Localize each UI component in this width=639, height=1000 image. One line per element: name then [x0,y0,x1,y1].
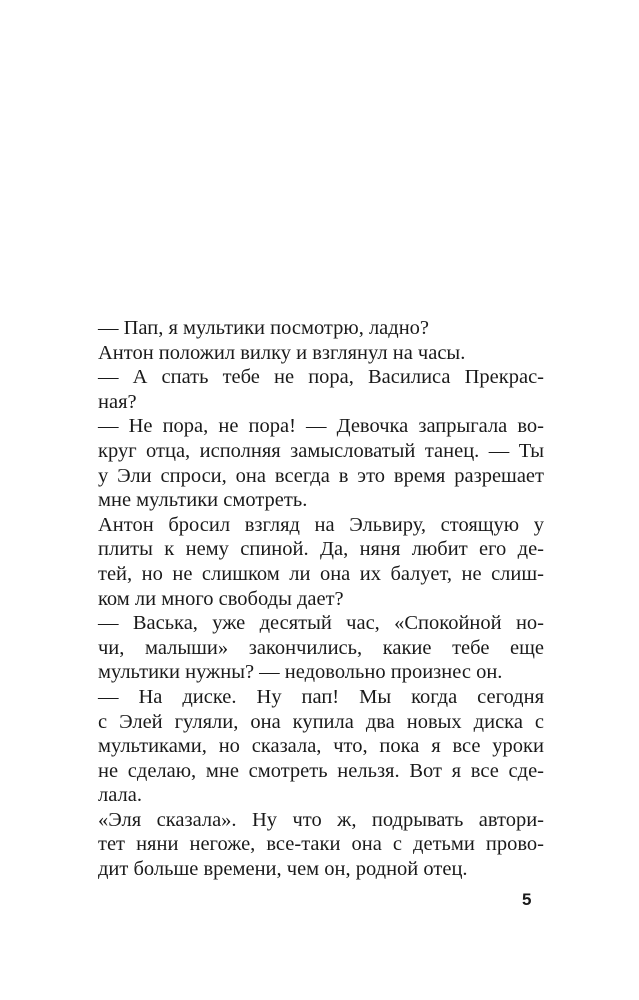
text-line: не сделаю, мне смотреть нельзя. Вот я все сде- [98,759,544,782]
text-line: дит больше времени, чем он, родной отец. [98,858,468,881]
text-line: тей, но не слишком ли она их балует, не слиш- [98,562,544,585]
text-line: ная? [98,390,137,413]
text-line: — Не пора, не пора! — Девочка запрыгала во- [98,415,544,438]
text-line: у Эли спроси, она всегда в это время разрешает [98,464,544,487]
text-line: тет няни негоже, все-таки она с детьми прово- [98,833,544,856]
body-text [98,316,544,882]
text-line: — А спать тебе не пора, Василиса Прекрас- [98,366,544,389]
text-line: — На диске. Ну пап! Мы когда сегодня [98,685,544,708]
text-line: — Пап, я мультики посмотрю, ладно? [98,317,430,339]
page-number: 5 [522,890,532,909]
text-line: ком ли много свободы дает? [98,587,344,610]
text-line: мультики нужны? — недовольно произнес он. [98,661,503,684]
text-line: круг отца, исполняя замысловатый танец. — Ты [98,439,544,462]
text-line: «Эля сказала». Ну что ж, подрывать автори- [98,808,544,831]
text-line: — Васька, уже десятый час, «Спокойной но- [98,612,544,635]
text-line: лала. [98,784,142,807]
text-line: Антон бросил взгляд на Эльвиру, стоящую у [98,513,544,536]
text-line: мультиками, но сказала, что, пока я все уроки [98,735,544,758]
text-line: чи, малыши» закончились, какие тебе еще [98,636,544,659]
text-line: с Элей гуляли, она купила два новых диска с [98,710,544,733]
text-line: плиты к нему спиной. Да, няня любит его де- [98,538,544,561]
text-line: мне мультики смотреть. [98,489,308,512]
text-line: Антон положил вилку и взглянул на часы. [98,341,466,364]
